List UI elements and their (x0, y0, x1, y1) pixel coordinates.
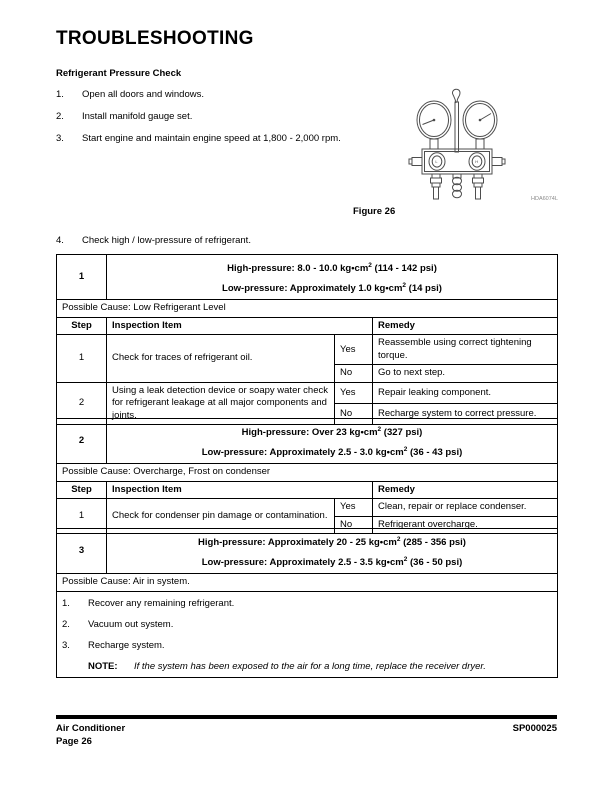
note-text: If the system has been exposed to the air for a long time, replace the receiver dryer. (134, 660, 486, 672)
yes-cell: Yes (335, 499, 373, 517)
col-header-step: Step (57, 481, 107, 499)
step-cell: 1 (57, 335, 107, 383)
remedy-cell: Repair leaking component. (373, 382, 558, 403)
step-item (56, 132, 356, 145)
step-number: 1. (56, 89, 64, 100)
step-text: Check high / low-pressure of refrigerant. (82, 235, 251, 246)
action-item (62, 597, 552, 610)
procedure-step-4 (56, 234, 476, 256)
hoses (431, 174, 484, 199)
action-text: Recharge system. (88, 639, 165, 651)
high-port-label: H (475, 159, 479, 165)
figure-watermark: HDA6074L (531, 196, 558, 202)
step-number: 2. (56, 111, 64, 122)
action-number: 3. (62, 639, 70, 651)
possible-cause: Possible Cause: Overcharge, Frost on condenser (57, 464, 558, 482)
col-header-inspection: Inspection Item (107, 317, 373, 335)
procedure-steps (56, 88, 356, 154)
page-footer (56, 722, 557, 748)
low-pressure-line: Low-pressure: Approximately 2.5 - 3.0 $kg•cm^2$ (36 - 43 psi) (201, 446, 463, 459)
remedy-cell: Refrigerant overcharge. (373, 516, 558, 534)
action-item (62, 618, 552, 631)
pressure-case-table-3 (56, 528, 558, 678)
manifold-gauge-illustration (407, 88, 507, 200)
action-number: 2. (62, 618, 70, 630)
high-pressure-line: High-pressure: Approximately 20 - 25 $kg•cm^2$ (285 - 356 psi) (198, 536, 466, 549)
pressure-case-table-2 (56, 418, 558, 534)
no-cell: No (335, 516, 373, 534)
corrective-actions (57, 591, 558, 677)
case-number: 3 (57, 529, 107, 574)
remedy-cell: Reassemble using correct tightening torque. (373, 335, 558, 365)
gauge-left (417, 101, 451, 149)
footer-doc-title: Air Conditioner (56, 723, 126, 734)
footer-page-number: Page 26 (56, 736, 92, 747)
inspection-cell: Using a leak detection device or soapy water check for refrigerant leakage at all major components and joints. (107, 382, 335, 425)
note-row (62, 660, 552, 673)
low-port-label: L (435, 159, 438, 165)
no-cell: No (335, 404, 373, 425)
step-item (56, 110, 356, 123)
action-number: 1. (62, 597, 70, 609)
footer-rule (56, 715, 557, 719)
high-pressure-line: High-pressure: Over 23 $kg•cm^2$ (327 psi) (241, 426, 423, 439)
low-pressure-line: Low-pressure: Approximately 2.5 - 3.5 $kg•cm^2$ (36 - 50 psi) (201, 556, 463, 569)
case-number: 2 (57, 419, 107, 464)
section-heading: Refrigerant Pressure Check (56, 68, 182, 79)
remedy-cell: Clean, repair or replace condenser. (373, 499, 558, 517)
note-indent (62, 660, 88, 673)
step-cell: 1 (57, 499, 107, 534)
inspection-cell: Check for traces of refrigerant oil. (107, 335, 335, 383)
step-number: 3. (56, 133, 64, 144)
pressure-spec-cell (107, 419, 558, 464)
action-text: Recover any remaining refrigerant. (88, 597, 235, 609)
yes-cell: Yes (335, 335, 373, 365)
gauge-right (463, 101, 497, 149)
case-number: 1 (57, 255, 107, 300)
col-header-remedy: Remedy (373, 481, 558, 499)
remedy-cell: Recharge system to correct pressure. (373, 404, 558, 425)
footer-doc-code: SP000025 (512, 723, 557, 734)
possible-cause: Possible Cause: Air in system. (57, 574, 558, 592)
action-text: Vacuum out system. (88, 618, 174, 630)
col-header-inspection: Inspection Item (107, 481, 373, 499)
step-text: Start engine and maintain engine speed at 1,800 - 2,000 rpm. (82, 133, 341, 144)
pressure-spec-cell (107, 255, 558, 300)
high-pressure-line: High-pressure: 8.0 - 10.0 $kg•cm^2$ (114 - 142 psi) (227, 262, 437, 275)
possible-cause: Possible Cause: Low Refrigerant Level (57, 300, 558, 318)
footer-left (56, 722, 125, 748)
step-text: Install manifold gauge set. (82, 111, 193, 122)
col-header-step: Step (57, 317, 107, 335)
page-title: TROUBLESHOOTING (56, 28, 254, 49)
note-label: NOTE: (88, 660, 118, 672)
step-item (56, 88, 356, 101)
col-header-remedy: Remedy (373, 317, 558, 335)
action-item (62, 639, 552, 652)
step-cell: 2 (57, 382, 107, 425)
yes-cell: Yes (335, 382, 373, 403)
low-pressure-line: Low-pressure: Approximately 1.0 $kg•cm^2$ (14 psi) (222, 282, 442, 295)
step-text: Open all doors and windows. (82, 89, 204, 100)
remedy-cell: Go to next step. (373, 365, 558, 383)
no-cell: No (335, 365, 373, 383)
inspection-cell: Check for condenser pin damage or contamination. (107, 499, 335, 534)
manifold-body (409, 149, 505, 174)
figure-caption: Figure 26 (353, 206, 396, 217)
step-number: 4. (56, 235, 64, 246)
pressure-case-table-1 (56, 254, 558, 425)
pressure-spec-cell (107, 529, 558, 574)
